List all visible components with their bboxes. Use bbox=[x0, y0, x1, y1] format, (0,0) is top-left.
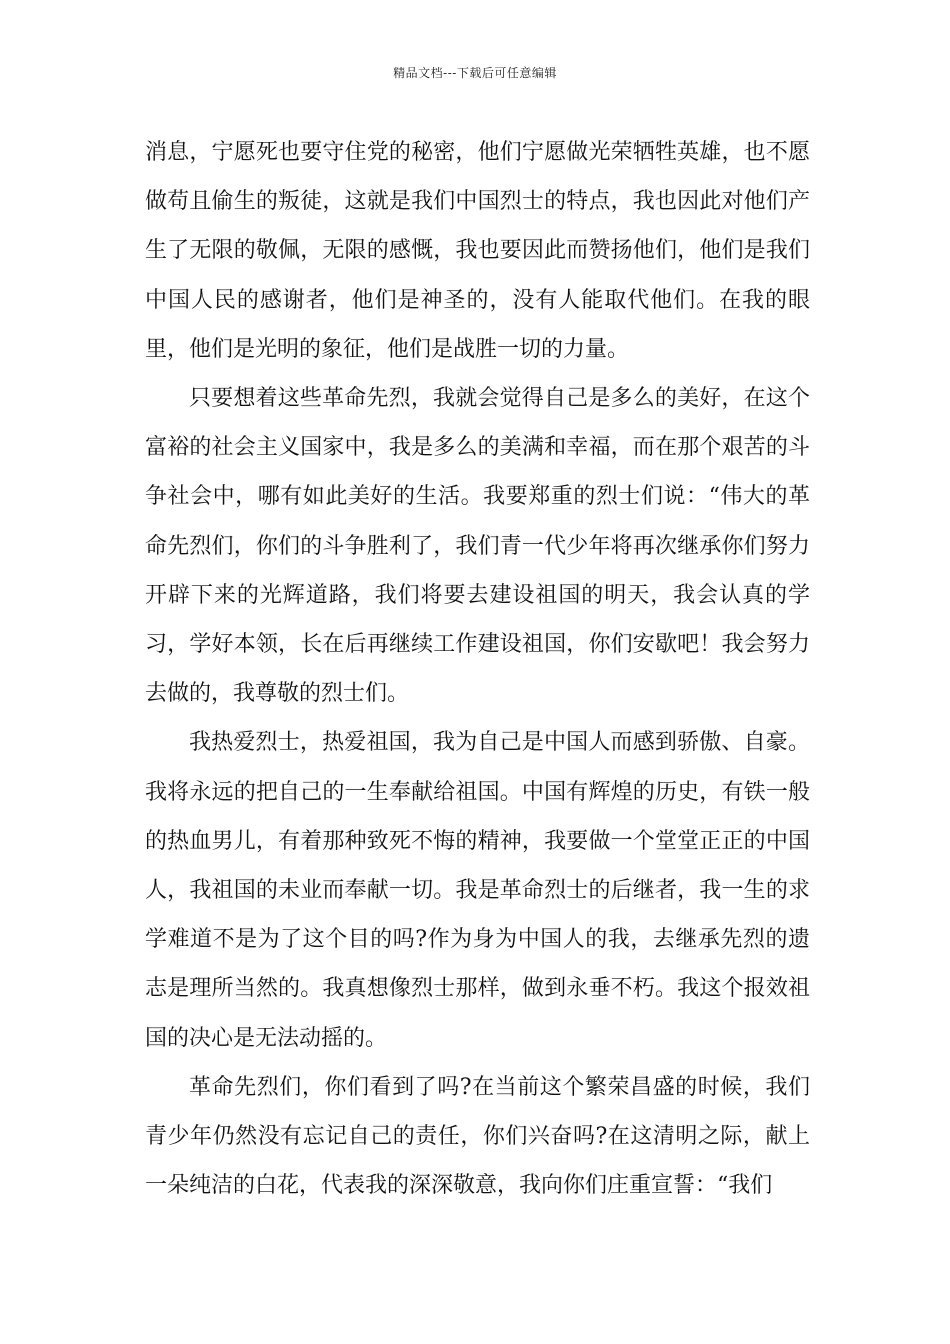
paragraph-3: 我热爱烈士，热爱祖国，我为自己是中国人而感到骄傲、自豪。我将永远的把自己的一生奉献给祖国。中国有辉煌的历史，有铁一般的热血男儿，有着那种致死不悔的精神，我要做一个堂堂正正的中国人，我祖国的未业而奉献一切。我是革命烈士的后继者，我一生的求学难道不是为了这个目的吗?作为身为中国人的我，去继承先烈的遗志是理所当然的。我真想像烈士那样，做到永垂不朽。我这个报效祖国的决心是无法动摇的。 bbox=[145, 730, 810, 1051]
paragraph-1: 消息，宁愿死也要守住党的秘密，他们宁愿做光荣牺牲英雄，也不愿做苟且偷生的叛徒，这就是我们中国烈士的特点，我也因此对他们产生了无限的敬佩，无限的感慨，我也要因此而赞扬他们，他们是我们中国人民的感谢者，他们是神圣的，没有人能取代他们。在我的眼里，他们是光明的象征，他们是战胜一切的力量。 bbox=[145, 140, 810, 362]
page-header: 精品文档---下载后可任意编辑 bbox=[393, 66, 557, 80]
paragraph-2: 只要想着这些革命先烈，我就会觉得自己是多么的美好，在这个富裕的社会主义国家中，我是多么的美满和幸福，而在那个艰苦的斗争社会中，哪有如此美好的生活。我要郑重的烈士们说：“伟大的革命先烈们，你们的斗争胜利了，我们青一代少年将再次继承你们努力开辟下来的光辉道路，我们将要去建设祖国的明天，我会认真的学习，学好本领，长在后再继续工作建设祖国，你们安歇吧！我会努力去做的，我尊敬的烈士们。 bbox=[145, 386, 810, 707]
paragraph-4: 革命先烈们，你们看到了吗?在当前这个繁荣昌盛的时候，我们青少年仍然没有忘记自己的责任，你们兴奋吗?在这清明之际，献上一朵纯洁的白花，代表我的深深敬意，我向你们庄重宣誓：“我们 bbox=[145, 1074, 810, 1199]
document-body bbox=[145, 128, 810, 1210]
